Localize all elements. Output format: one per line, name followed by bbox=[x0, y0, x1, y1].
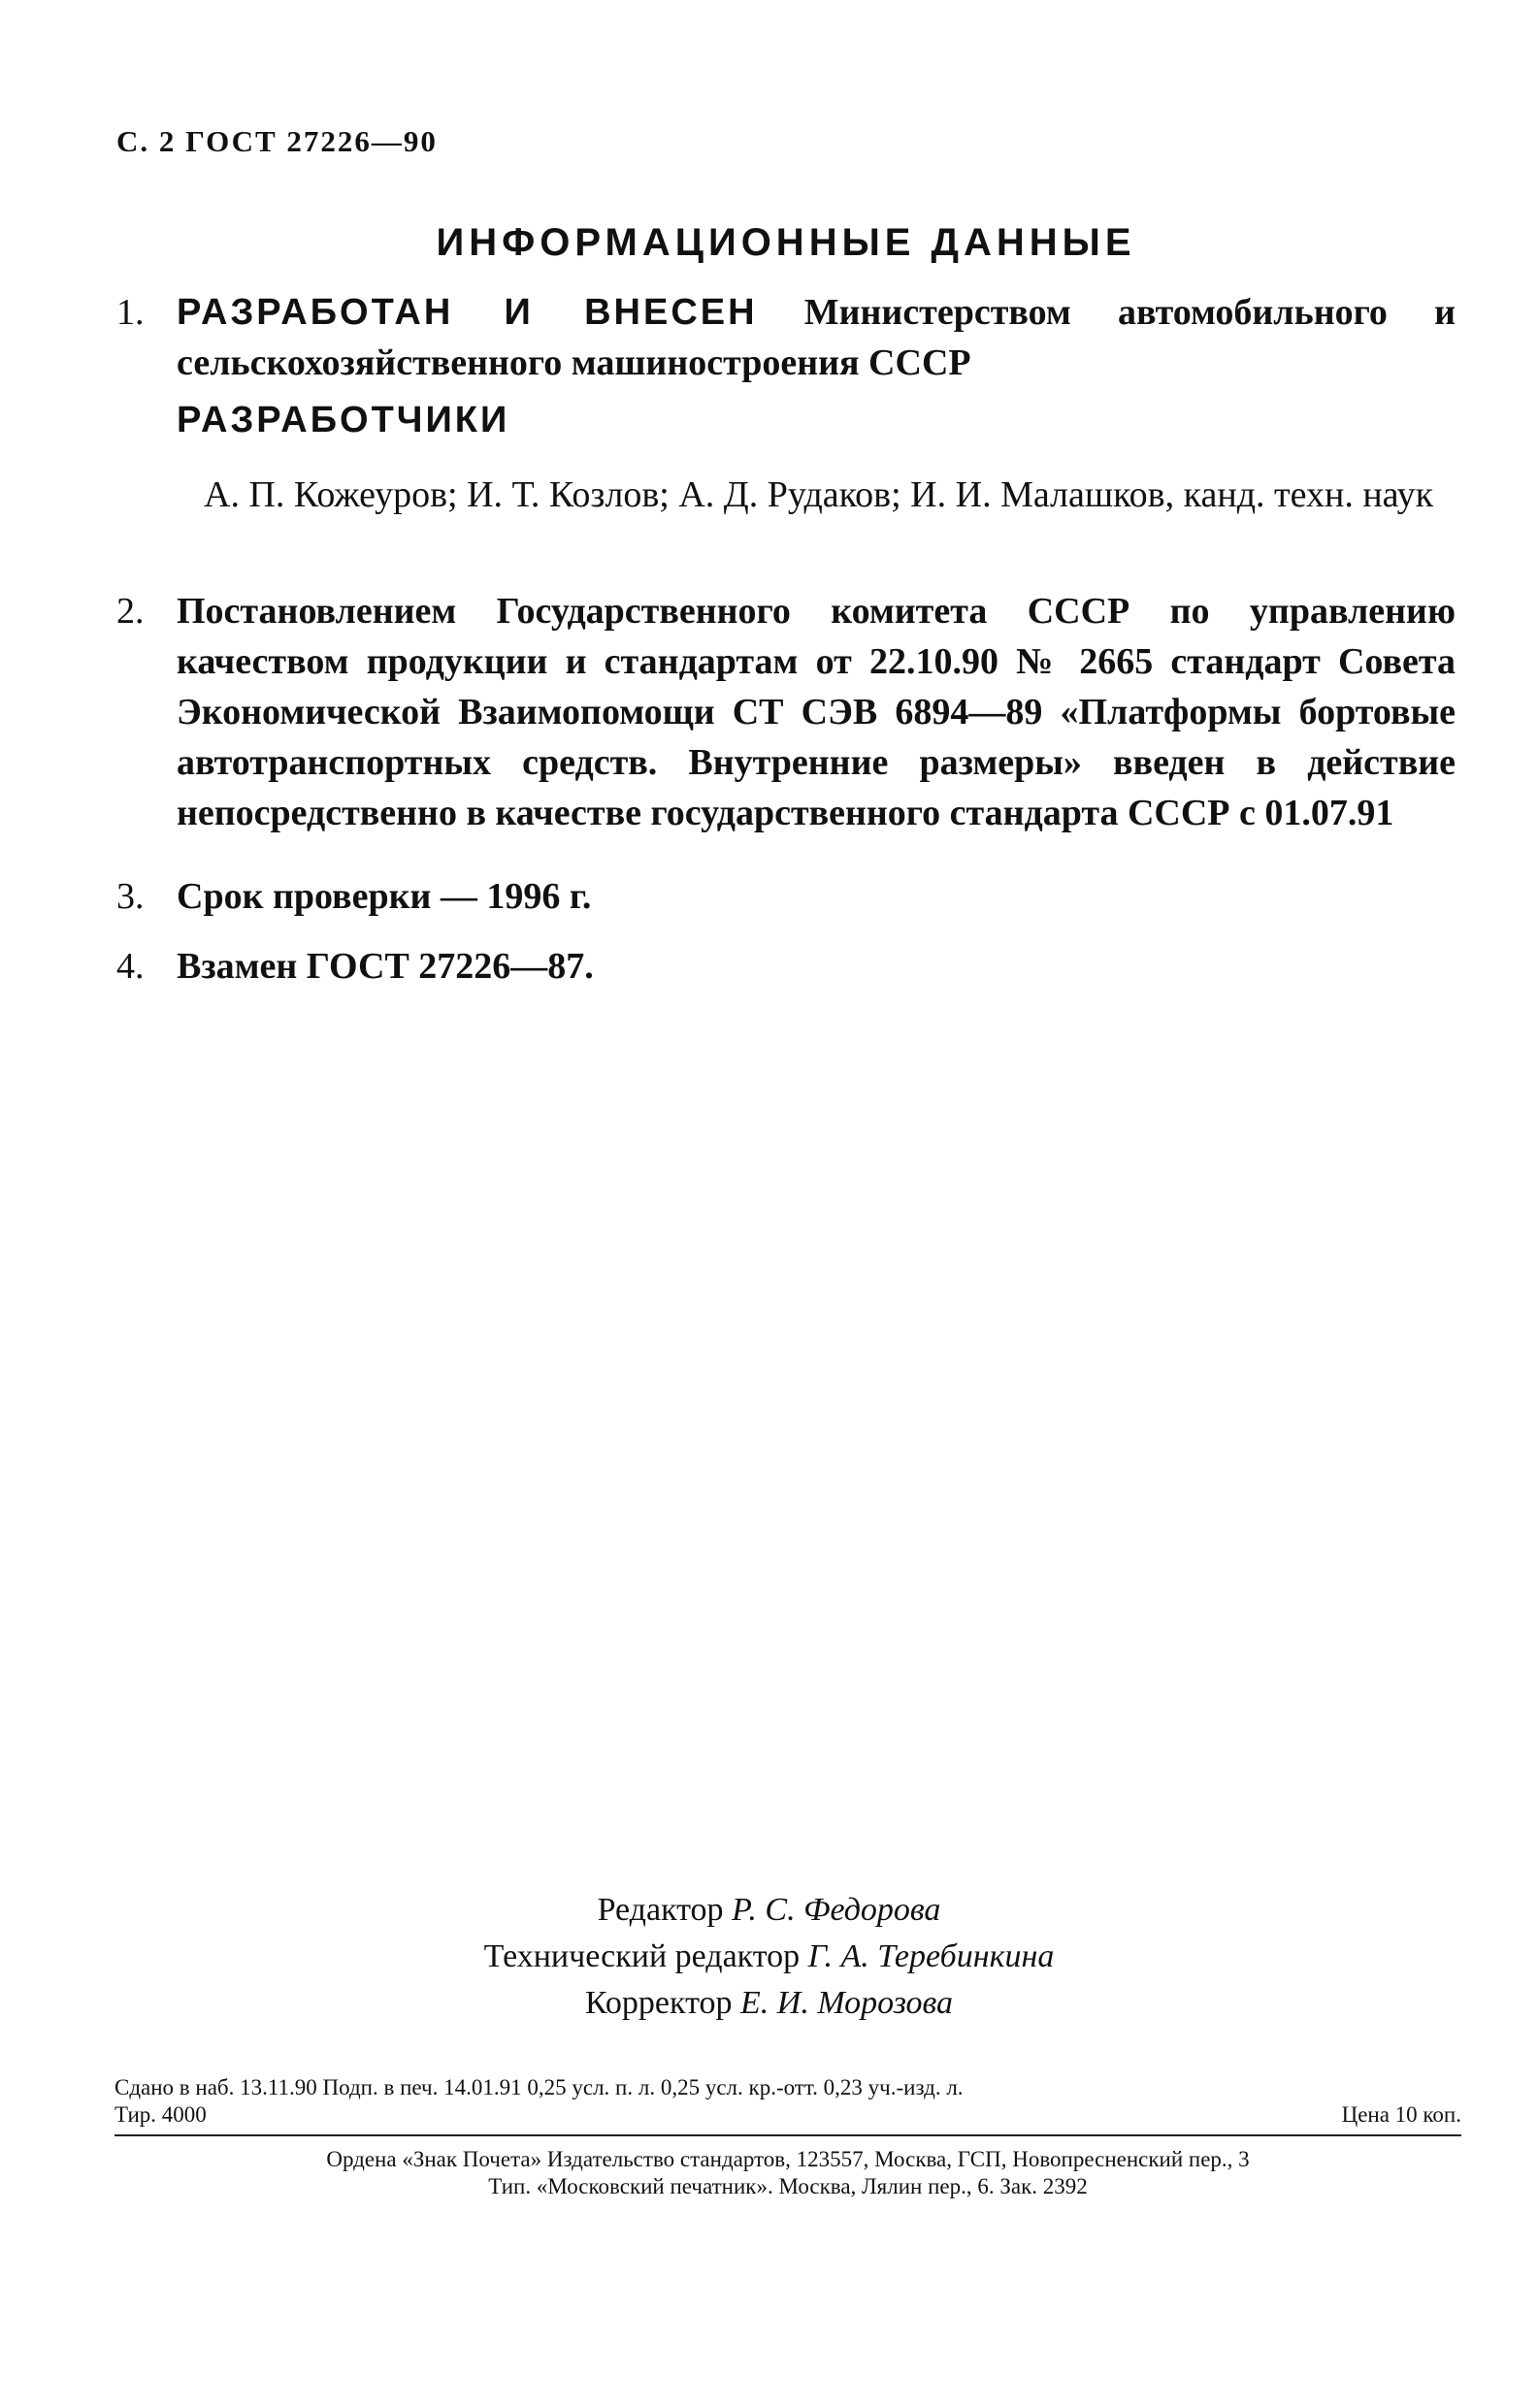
item-text bbox=[177, 287, 1456, 388]
item-body: Министерством автомобильного и сельскохозяйственного машиностроения СССР bbox=[177, 292, 1456, 383]
imprint-row bbox=[115, 2101, 1461, 2129]
publisher-line: Ордена «Знак Почета» Издательство стандартов, 123557, Москва, ГСП, Новопресненский пер., 3 bbox=[326, 2147, 1250, 2171]
imprint bbox=[115, 2074, 1461, 2129]
credit-role: Технический редактор bbox=[483, 1938, 801, 1974]
item-number: 3. bbox=[116, 876, 145, 917]
credit-name: Г. А. Теребинкина bbox=[807, 1938, 1055, 1974]
item-text: Постановлением Государственного комитета СССР по управлению качеством продукции и стандартам от 22.10.90 № 2665 стандарт Совета Экономической Взаимопомощи СТ СЭВ 6894—89 «Платформы бортовые автотранспортных средств. Внутренние размеры» введен в действие непосредственно в качестве государственного стандарта СССР с 01.07.91 bbox=[177, 591, 1456, 833]
imprint-divider bbox=[115, 2134, 1461, 2136]
item-number: 1. bbox=[116, 292, 145, 333]
credit-name: Р. С. Федорова bbox=[732, 1892, 941, 1928]
credit-line bbox=[0, 1934, 1538, 1980]
developers-heading: РАЗРАБОТЧИКИ bbox=[177, 400, 510, 440]
page-header: С. 2 ГОСТ 27226—90 bbox=[116, 124, 438, 158]
developers-names: А. П. Кожеуров; И. Т. Козлов; А. Д. Рудаков; И. И. Малашков, канд. техн. наук bbox=[204, 474, 1434, 515]
imprint-circulation: Тир. 4000 bbox=[115, 2102, 207, 2127]
imprint-line: Сдано в наб. 13.11.90 Подп. в печ. 14.01.91 0,25 усл. п. л. 0,25 усл. кр.-отт. 0,23 уч.-изд. л. bbox=[115, 2075, 964, 2099]
document-title: ИНФОРМАЦИОННЫЕ ДАННЫЕ bbox=[436, 221, 1136, 264]
credit-line bbox=[0, 1887, 1538, 1934]
credit-name: Е. И. Морозова bbox=[740, 1985, 954, 2021]
credit-role: Корректор bbox=[584, 1985, 733, 2021]
imprint-price: Цена 10 коп. bbox=[1341, 2102, 1461, 2127]
printer-line: Тип. «Московский печатник». Москва, Лялин пер., 6. Зак. 2392 bbox=[488, 2174, 1088, 2198]
publisher-info bbox=[115, 2146, 1461, 2200]
item-text: Срок проверки — 1996 г. bbox=[177, 876, 592, 917]
item-text: Взамен ГОСТ 27226—87. bbox=[177, 946, 594, 987]
credit-line bbox=[0, 1980, 1538, 2027]
item-lead: РАЗРАБОТАН И ВНЕСЕН bbox=[177, 292, 758, 333]
credit-role: Редактор bbox=[597, 1892, 724, 1928]
item-number: 2. bbox=[116, 591, 145, 632]
editorial-credits bbox=[0, 1887, 1538, 2027]
item-number: 4. bbox=[116, 946, 145, 987]
